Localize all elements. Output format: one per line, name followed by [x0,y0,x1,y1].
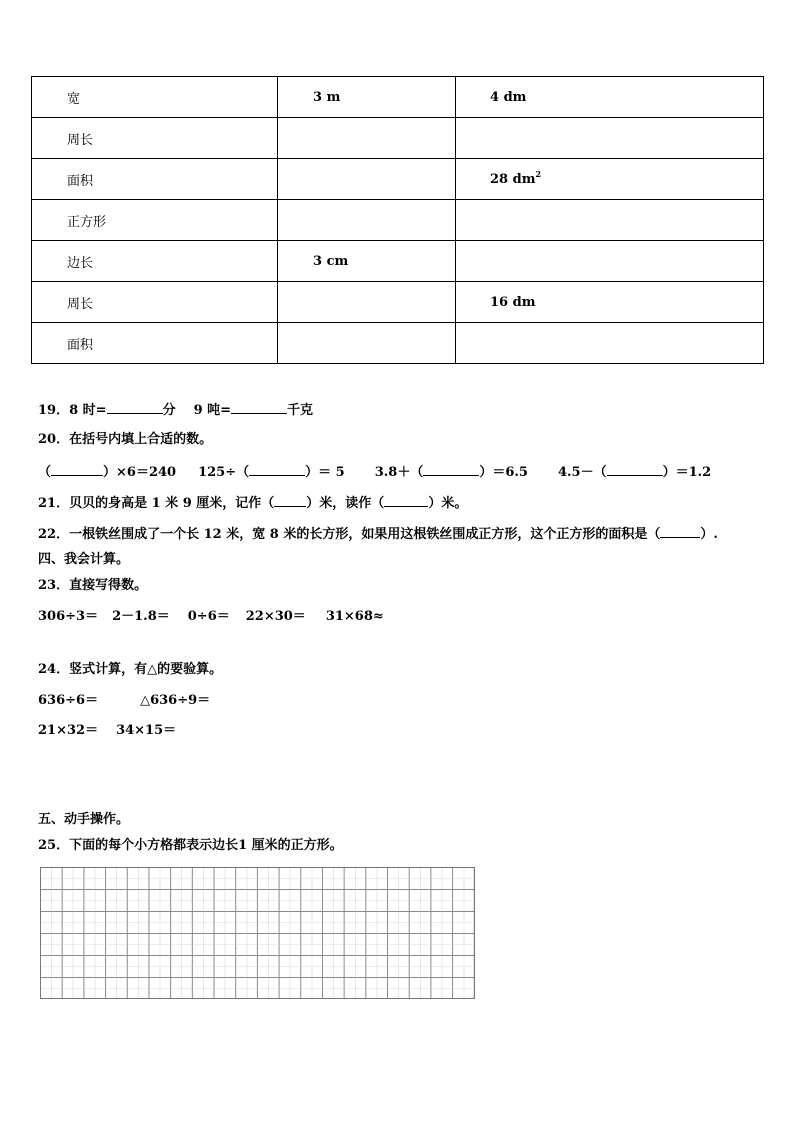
table-row [32,118,764,159]
cell-value-2: 28 $dm^2$ [456,159,764,200]
row-label: 面积 [32,159,278,200]
cell-value-2[interactable] [456,323,764,364]
cell-value-1[interactable] [278,159,456,200]
answer-blank[interactable] [423,463,479,476]
question-23-items: 306÷3＝ 2－1.8＝ 0÷6＝ 22×30＝ 31×68≈ [38,609,384,624]
question-24-row1: 636÷6＝ △636÷9＝ [38,693,211,708]
table-row [32,241,764,282]
answer-blank[interactable] [231,401,287,414]
cell-value-2[interactable] [456,118,764,159]
row-label: 正方形 [32,200,278,241]
section-5-heading: 五、动手操作。 [38,812,130,827]
question-19: 19．8 时= 分 9 吨= 千克 [38,403,314,418]
cell-value-1[interactable] [278,118,456,159]
cell-value-1[interactable] [278,200,456,241]
question-25-title: 25．下面的每个小方格都表示边长1 厘米的正方形。 [38,838,343,853]
question-21: 21．贝贝的身高是 1 米 9 厘米，记作（ ）米，读作（ ）米。 [38,496,468,511]
cell-value-2[interactable] [456,241,764,282]
row-label: 宽 [32,77,278,118]
question-20-title: 20．在括号内填上合适的数。 [38,432,213,447]
cell-value-2[interactable] [456,200,764,241]
table-row [32,282,764,323]
row-label: 周长 [32,118,278,159]
answer-blank[interactable] [107,401,163,414]
table-row [32,200,764,241]
cell-value-2: 4 dm [456,77,764,118]
shape-table [31,76,764,364]
answer-blank[interactable] [274,494,306,507]
row-label: 周长 [32,282,278,323]
cell-value-1[interactable] [278,323,456,364]
question-24-row2: 21×32＝ 34×15＝ [38,723,177,738]
row-label: 边长 [32,241,278,282]
table-row [32,323,764,364]
answer-blank[interactable] [384,494,428,507]
table-row [32,77,764,118]
answer-blank[interactable] [51,463,103,476]
question-22: 22．一根铁丝围成了一个长 12 米，宽 8 米的长方形，如果用这根铁丝围成正方形，这个正方形的面积是（ ）. [38,527,718,542]
cell-value-1[interactable] [278,282,456,323]
cell-value-1: 3 m [278,77,456,118]
section-4-heading: 四、我会计算。 [38,552,130,567]
square-grid[interactable] [40,867,475,999]
answer-blank[interactable] [249,463,305,476]
cell-value-2: 16 dm [456,282,764,323]
answer-blank[interactable] [660,525,700,538]
answer-blank[interactable] [607,463,663,476]
table-row [32,159,764,200]
cell-value-1: 3 cm [278,241,456,282]
question-24-title: 24．竖式计算，有△的要验算。 [38,662,223,677]
question-20-blanks: （ ）×6＝240 125÷（ ）＝ 5 3.8＋（ ）＝6.5 4.5－（ ）＝1.2 [38,465,712,480]
question-23-title: 23．直接写得数。 [38,578,148,593]
row-label: 面积 [32,323,278,364]
